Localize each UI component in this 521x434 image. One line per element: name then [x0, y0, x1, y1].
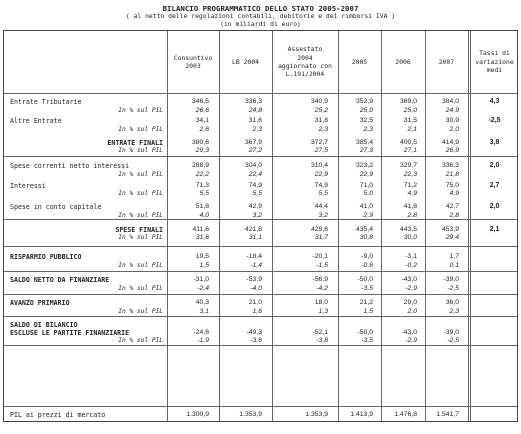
cell-y2005: 385,4 — [355, 139, 373, 146]
cell-y2005: 41,0 — [359, 203, 373, 210]
table-row — [4, 107, 519, 117]
cell-y2007: -39,0 — [443, 276, 459, 283]
row-divider — [4, 406, 517, 407]
table-row — [4, 190, 519, 200]
cell-y2006: 41,8 — [403, 203, 417, 210]
row-label: SALDO DI BILANCIO — [10, 321, 78, 329]
table-row — [4, 285, 519, 295]
table-row — [4, 126, 519, 136]
row-label: RISPARMIO PUBBLICO — [10, 253, 82, 261]
cell-assestato: 310,4 — [310, 162, 328, 169]
cell-consuntivo: 3,1 — [199, 308, 209, 315]
cell-y2007: 30,9 — [445, 117, 459, 124]
cell-y2005: 352,9 — [355, 98, 373, 105]
cell-y2007: -2,5 — [447, 337, 459, 344]
cell-consuntivo: 71,3 — [195, 182, 209, 189]
cell-consuntivo: 346,5 — [191, 98, 209, 105]
cell-assestato: -56,9 — [312, 276, 328, 283]
cell-consuntivo: 19,5 — [195, 253, 209, 260]
cell-y2005: 1.413,9 — [350, 411, 373, 418]
cell-y2007: 4,9 — [449, 190, 459, 197]
cell-y2006: 30,0 — [403, 234, 417, 241]
row-label: ESCLUSE LE PARTITE FINANZIARIE — [10, 329, 130, 337]
row-label: Spese in conto capitale — [10, 203, 102, 211]
cell-y2005: -50,0 — [357, 276, 373, 283]
row-label: AVANZO PRIMARIO — [10, 299, 70, 307]
cell-lb2004: -49,3 — [246, 329, 262, 336]
row-label: In % sul PIL — [118, 234, 163, 241]
cell-assestato: 22,9 — [314, 171, 328, 178]
cell-assestato: -3,8 — [316, 337, 328, 344]
cell-y2006: 27,1 — [403, 147, 417, 154]
cell-consuntivo: 22,2 — [195, 171, 209, 178]
cell-consuntivo: 411,6 — [192, 226, 209, 233]
cell-y2007: 24,9 — [445, 107, 459, 114]
cell-consuntivo: 1,5 — [199, 262, 209, 269]
cell-assestato: 31,7 — [314, 234, 328, 241]
cell-tassi: 2,0 — [489, 203, 500, 210]
cell-assestato: 340,9 — [310, 98, 328, 105]
cell-lb2004: 367,9 — [244, 139, 262, 146]
cell-lb2004: 3,2 — [252, 212, 262, 219]
table-row — [4, 337, 519, 347]
cell-assestato: 44,4 — [314, 203, 328, 210]
cell-lb2004: 336,3 — [244, 98, 262, 105]
cell-y2005: 25,0 — [359, 107, 373, 114]
cell-y2006: -3,1 — [405, 253, 417, 260]
cell-assestato: 74,9 — [314, 182, 328, 189]
cell-lb2004: -1,4 — [250, 262, 262, 269]
cell-y2007: 42,7 — [445, 203, 459, 210]
cell-assestato: -4,2 — [316, 285, 328, 292]
cell-consuntivo: 34,1 — [195, 117, 209, 124]
cell-lb2004: 22,4 — [248, 171, 262, 178]
cell-y2007: 453,9 — [441, 226, 459, 233]
cell-y2007: 414,9 — [441, 139, 459, 146]
cell-y2007: 0,1 — [449, 262, 459, 269]
budget-table — [3, 30, 518, 422]
row-label: In % sul PIL — [118, 308, 163, 315]
table-row — [4, 147, 519, 157]
row-label: Interessi — [10, 182, 46, 190]
row-label: In % sul PIL — [118, 262, 163, 269]
cell-consuntivo: 288,9 — [191, 162, 209, 169]
cell-y2005: 2,3 — [363, 126, 373, 133]
cell-tassi: -2,5 — [488, 117, 501, 124]
cell-tassi: 2,0 — [489, 162, 500, 169]
row-label: Spese correnti netto interessi — [10, 162, 130, 170]
cell-consuntivo: 380,6 — [191, 139, 209, 146]
cell-y2006: 29,0 — [403, 299, 417, 306]
cell-lb2004: 304,0 — [244, 162, 262, 169]
cell-assestato: 27,5 — [314, 147, 328, 154]
cell-y2007: 1,7 — [449, 253, 459, 260]
col-header-lb2004: LB 2004 — [232, 57, 259, 66]
row-label: In % sul PIL — [118, 171, 163, 178]
cell-lb2004: -18,4 — [246, 253, 262, 260]
cell-consuntivo: 29,3 — [195, 147, 209, 154]
cell-consuntivo: -24,6 — [193, 329, 209, 336]
col-header-tassi: Tassi di variazione medi — [475, 49, 514, 75]
cell-y2007: 336,3 — [441, 162, 459, 169]
row-label: In % sul PIL — [118, 337, 163, 344]
cell-assestato: 5,5 — [318, 190, 328, 197]
cell-lb2004: 31,6 — [248, 117, 262, 124]
cell-y2006: 4,9 — [407, 190, 417, 197]
cell-lb2004: -4,0 — [250, 285, 262, 292]
cell-tassi: 2,1 — [489, 226, 500, 233]
cell-lb2004: 42,9 — [248, 203, 262, 210]
cell-tassi: 3,8 — [489, 139, 500, 146]
table-row — [4, 212, 519, 222]
cell-assestato: 429,6 — [310, 226, 328, 233]
cell-y2005: -3,5 — [361, 285, 373, 292]
cell-consuntivo: 51,8 — [195, 203, 209, 210]
cell-y2007: 26,9 — [445, 147, 459, 154]
cell-y2006: 1.476,8 — [394, 411, 417, 418]
cell-y2007: 36,0 — [445, 299, 459, 306]
cell-assestato: -20,1 — [312, 253, 328, 260]
cell-y2007: 75,0 — [445, 182, 459, 189]
cell-consuntivo: 26,6 — [195, 107, 209, 114]
cell-y2005: 71,0 — [359, 182, 373, 189]
col-header-consuntivo: Consuntivo 2003 — [173, 53, 213, 70]
row-label: In % sul PIL — [118, 190, 163, 197]
table-row — [4, 262, 519, 272]
table-row — [4, 234, 519, 244]
row-label: In % sul PIL — [118, 126, 163, 133]
cell-y2005: -9,0 — [361, 253, 373, 260]
cell-lb2004: 21,0 — [248, 299, 262, 306]
cell-y2006: 2,1 — [407, 126, 417, 133]
cell-lb2004: 1.353,9 — [239, 411, 262, 418]
cell-lb2004: 421,8 — [244, 226, 262, 233]
cell-consuntivo: 40,3 — [195, 299, 209, 306]
row-label: SPESE FINALI — [115, 226, 163, 234]
document-unit-note: (in miliardi di euro) — [220, 20, 301, 28]
cell-lb2004: -53,9 — [246, 276, 262, 283]
cell-y2006: 31,5 — [403, 117, 417, 124]
cell-assestato: 25,2 — [314, 107, 328, 114]
cell-lb2004: 5,5 — [252, 190, 262, 197]
cell-y2005: 1,5 — [363, 308, 373, 315]
cell-consuntivo: -1,9 — [197, 337, 209, 344]
table-row — [4, 171, 519, 181]
row-label: Entrate Tributarie — [10, 98, 82, 106]
cell-y2006: -0,2 — [405, 262, 417, 269]
cell-y2006: 443,5 — [399, 226, 417, 233]
cell-y2006: -43,0 — [401, 329, 417, 336]
cell-y2006: 25,0 — [403, 107, 417, 114]
cell-y2007: 2,8 — [449, 212, 459, 219]
cell-y2005: 30,8 — [359, 234, 373, 241]
cell-y2007: 1.541,7 — [436, 411, 459, 418]
cell-y2007: -2,5 — [447, 285, 459, 292]
col-header-assestato: Assestato 2004 aggiornato con L.191/2004 — [278, 45, 332, 79]
cell-lb2004: 31,1 — [248, 234, 262, 241]
document-title: BILANCIO PROGRAMMATICO DELLO STATO 2005-2007 — [162, 4, 359, 13]
cell-y2007: 384,0 — [441, 98, 459, 105]
cell-assestato: 3,2 — [318, 212, 328, 219]
cell-lb2004: 74,9 — [248, 182, 262, 189]
cell-consuntivo: 2,6 — [199, 126, 209, 133]
cell-assestato: 1.353,9 — [305, 411, 328, 418]
cell-y2006: 2,0 — [407, 308, 417, 315]
cell-y2006: 71,2 — [403, 182, 417, 189]
row-label: Altre Entrate — [10, 117, 62, 125]
cell-tassi: 2,7 — [489, 182, 500, 189]
cell-assestato: -1,5 — [316, 262, 328, 269]
cell-assestato: 31,8 — [314, 117, 328, 124]
cell-consuntivo: -2,4 — [197, 285, 209, 292]
cell-assestato: 372,7 — [310, 139, 328, 146]
cell-y2007: 2,0 — [449, 126, 459, 133]
cell-consuntivo: 4,0 — [199, 212, 209, 219]
cell-y2006: -2,9 — [405, 285, 417, 292]
cell-lb2004: 2,3 — [252, 126, 262, 133]
cell-y2005: 2,9 — [363, 212, 373, 219]
table-row — [4, 411, 519, 421]
cell-y2007: -39,0 — [443, 329, 459, 336]
cell-lb2004: 24,8 — [248, 107, 262, 114]
cell-y2006: 22,3 — [403, 171, 417, 178]
row-label: SALDO NETTO DA FINANZIARE — [10, 276, 110, 284]
cell-y2005: -0,6 — [361, 262, 373, 269]
cell-y2005: 22,9 — [359, 171, 373, 178]
cell-y2005: -3,5 — [361, 337, 373, 344]
cell-y2005: -50,0 — [357, 329, 373, 336]
row-label: In % sul PIL — [118, 147, 163, 154]
row-divider — [4, 246, 517, 247]
cell-y2005: 435,4 — [355, 226, 373, 233]
cell-tassi: 4,3 — [489, 98, 500, 105]
cell-y2005: 323,2 — [355, 162, 373, 169]
cell-assestato: 18,0 — [314, 299, 328, 306]
cell-assestato: 2,3 — [318, 126, 328, 133]
cell-y2007: 2,3 — [449, 308, 459, 315]
cell-y2005: 27,3 — [359, 147, 373, 154]
col-header-2006: 2006 — [395, 57, 411, 66]
cell-lb2004: -3,6 — [250, 337, 262, 344]
cell-consuntivo: -31,0 — [193, 276, 209, 283]
cell-y2005: 21,2 — [359, 299, 373, 306]
col-header-2005: 2005 — [351, 57, 368, 66]
cell-y2005: 32,5 — [359, 117, 373, 124]
cell-consuntivo: 5,5 — [199, 190, 209, 197]
row-label: ENTRATE FINALI — [107, 139, 163, 147]
col-header-2007: 2007 — [438, 57, 455, 66]
cell-y2006: 329,7 — [399, 162, 417, 169]
cell-assestato: 1,3 — [318, 308, 328, 315]
cell-y2005: 5,0 — [363, 190, 373, 197]
cell-y2007: 21,8 — [445, 171, 459, 178]
row-label: In % sul PIL — [118, 212, 163, 219]
cell-lb2004: 27,2 — [248, 147, 262, 154]
cell-y2006: -2,9 — [405, 337, 417, 344]
row-label: PIL ai prezzi di mercato — [10, 411, 106, 419]
row-label: In % sul PIL — [118, 107, 163, 114]
cell-assestato: -52,1 — [312, 329, 328, 336]
cell-y2006: 2,8 — [407, 212, 417, 219]
cell-consuntivo: 31,6 — [195, 234, 209, 241]
row-label: In % sul PIL — [118, 285, 163, 292]
cell-lb2004: 1,6 — [252, 308, 262, 315]
document-subtitle: ( al netto delle regolazioni contabili, debitorie e dei rimborsi IVA ) — [125, 12, 396, 20]
table-row — [4, 308, 519, 318]
cell-y2006: 369,0 — [399, 98, 417, 105]
row-divider — [4, 93, 517, 94]
cell-y2007: 29,4 — [445, 234, 459, 241]
cell-y2006: 400,5 — [399, 139, 417, 146]
cell-consuntivo: 1.300,9 — [186, 411, 209, 418]
cell-y2006: -43,0 — [401, 276, 417, 283]
